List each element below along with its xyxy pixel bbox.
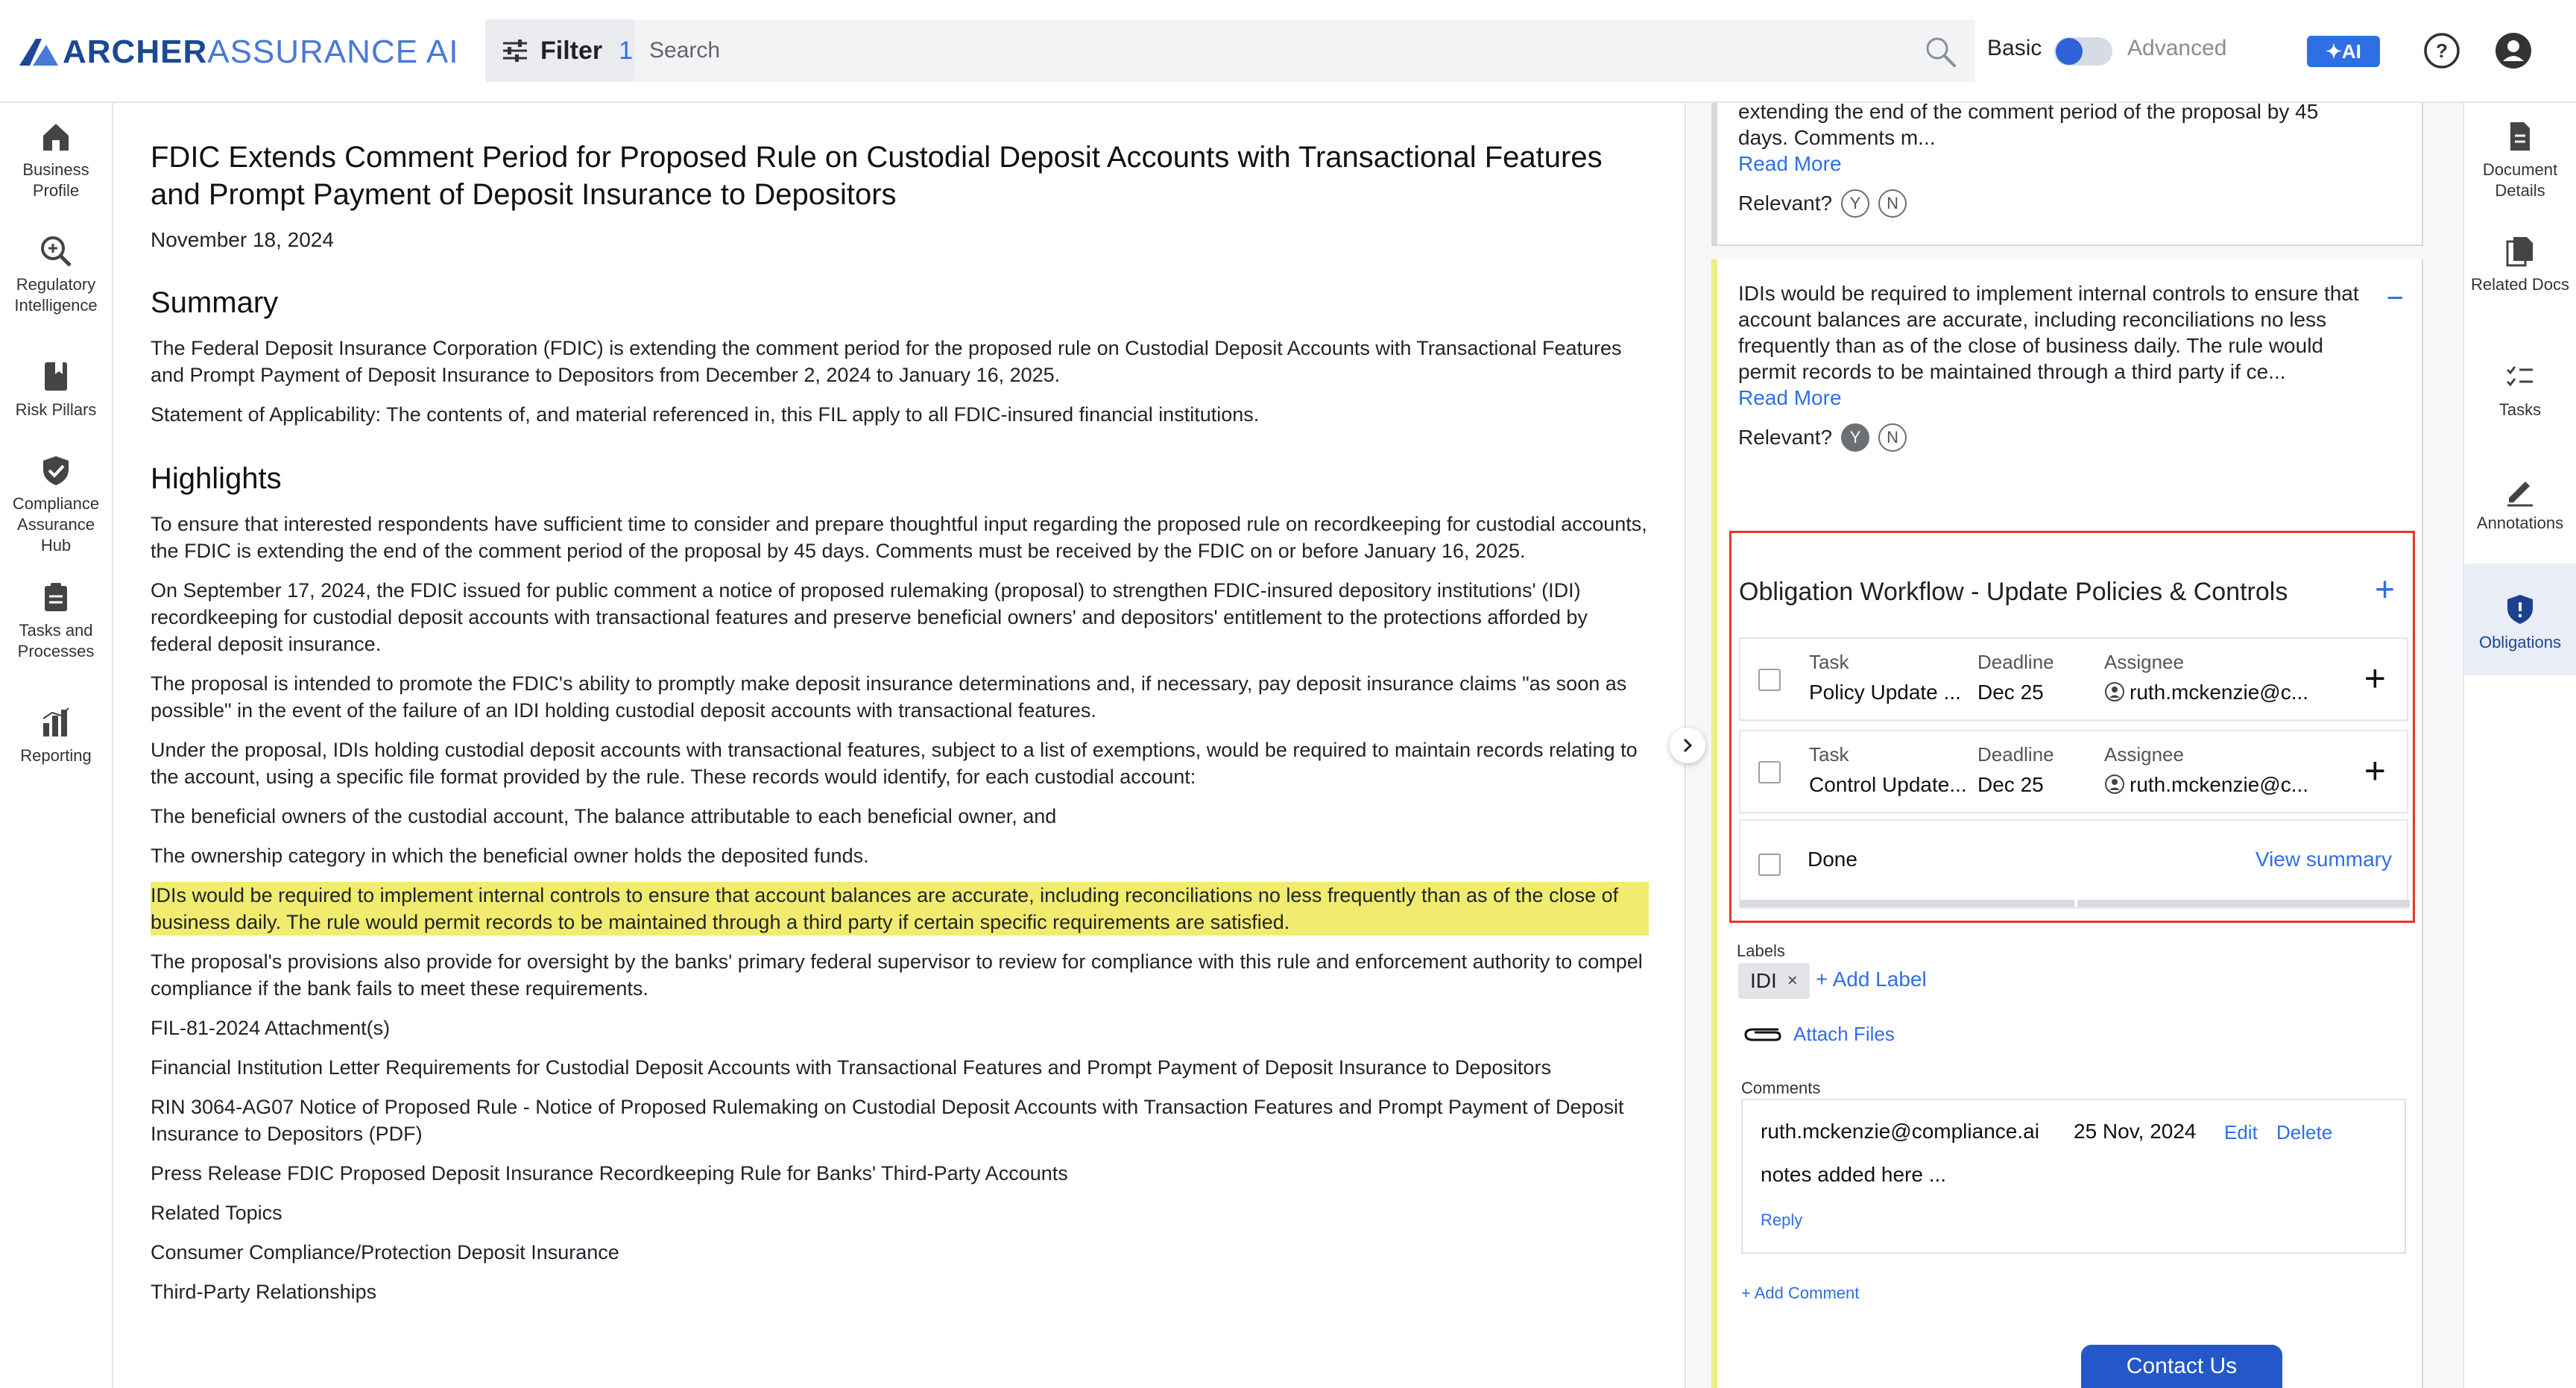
attachment-link[interactable]: RIN 3064-AG07 Notice of Proposed Rule - Notice of Proposed Rulemaking on Custodial Deposit Accounts with Transaction Features and Prompt Payment of Deposit Insurance to Depositors (PDF): [151, 1096, 1624, 1145]
obligation-text-line: days. Comments m...: [1738, 126, 1936, 149]
nav-item-compliance-assurance-hub[interactable]: [0, 453, 112, 556]
filter-label: Filter: [540, 36, 603, 65]
nav-label: Obligations: [2478, 633, 2562, 652]
sliders-icon: [500, 36, 530, 66]
relevant-yes-button[interactable]: Y: [1841, 189, 1869, 218]
collapse-panel-button[interactable]: [1670, 728, 1705, 763]
nav-item-related-docs[interactable]: [2464, 234, 2576, 295]
ai-button-label: AI: [2341, 40, 2361, 63]
chevron-right-icon: [1679, 737, 1696, 754]
nav-item-tasks[interactable]: [2464, 359, 2576, 420]
progress-segment: [2077, 900, 2410, 907]
assignee-email: ruth.mckenzie@c...: [2130, 773, 2309, 796]
pencil-icon: [2503, 473, 2537, 507]
assignee-column-header: Assignee: [2104, 743, 2184, 766]
highlight-paragraph: On September 17, 2024, the FDIC issued for public comment a notice of proposed rulemaking (proposal) to strengthen FDIC-insured depository institutions' (IDI) recordkeeping for custodial deposit accounts with transactional features and preserve beneficial owners' and depositors' entitlement to the protections afforded by federal deposit insurance.: [151, 579, 1588, 655]
documents-icon: [2503, 234, 2537, 268]
filter-button[interactable]: [485, 19, 634, 82]
search-input[interactable]: [649, 38, 1842, 63]
attach-files-label: Attach Files: [1793, 1023, 1895, 1045]
nav-label: Related Docs: [2470, 275, 2570, 294]
task-add-button[interactable]: +: [2364, 657, 2386, 699]
highlight-paragraph: The beneficial owners of the custodial account, The balance attributable to each beneficial owner, and: [151, 805, 1057, 827]
workflow-task-row[interactable]: [1739, 730, 2408, 813]
related-topic[interactable]: Third-Party Relationships: [151, 1281, 377, 1303]
user-avatar-icon[interactable]: [2494, 31, 2533, 70]
logo-text-light: ASSURANCE AI: [207, 34, 459, 70]
nav-label: Regulatory Intelligence: [14, 275, 98, 315]
labels-heading: Labels: [1737, 941, 1785, 960]
attachment-link[interactable]: Financial Institution Letter Requirements for Custodial Deposit Accounts with Transactional Features and Prompt Payment of Deposit Insurance to Depositors: [151, 1056, 1551, 1079]
reply-link[interactable]: Reply: [1761, 1211, 1803, 1229]
workflow-task-row[interactable]: [1739, 637, 2408, 721]
done-checkbox[interactable]: [1758, 854, 1781, 876]
edit-comment-link[interactable]: Edit: [2224, 1121, 2258, 1143]
home-icon: [39, 119, 73, 154]
highlight-paragraph: The ownership category in which the beneficial owner holds the deposited funds.: [151, 845, 869, 867]
left-sidebar: [0, 103, 113, 1388]
relevant-label: Relevant?: [1738, 426, 1833, 449]
summary-heading: Summary: [151, 286, 279, 319]
nav-label: Tasks: [2498, 400, 2542, 419]
nav-label: Annotations: [2476, 514, 2564, 532]
nav-item-obligations[interactable]: [2464, 564, 2576, 675]
highlight-paragraph: To ensure that interested respondents have sufficient time to consider and prepare thoughtful input regarding the proposed rule on recordkeeping for custodial accounts, the FDIC is extending the end of the comment period of the proposal by 45 days. Comments must be received by the FDIC on or before January 16, 2025.: [151, 513, 1647, 562]
read-more-link[interactable]: Read More: [1738, 386, 1842, 409]
nav-label: Business Profile: [22, 160, 89, 200]
assignee-column-header: Assignee: [2104, 651, 2184, 673]
summary-paragraph: Statement of Applicability: The contents of, and material referenced in, this FIL apply to all FDIC-insured financial institutions.: [151, 403, 1260, 426]
remove-label-icon[interactable]: ×: [1787, 971, 1798, 991]
right-sidebar: [2463, 103, 2576, 1388]
checklist-icon: [2503, 359, 2537, 394]
logo-text-bold: ARCHER: [63, 34, 208, 70]
app-logo[interactable]: [19, 33, 458, 72]
svg-text:?: ?: [2436, 40, 2448, 62]
highlight-paragraph: The proposal is intended to promote the FDIC's ability to promptly make deposit insurance determinations and, if necessary, pay deposit insurance claims "as soon as possible" in the event of the failure of an IDI holding custodial deposit accounts with transactional features.: [151, 672, 1627, 722]
search-bar[interactable]: [634, 19, 1975, 82]
top-bar: [0, 0, 2576, 103]
nav-item-annotations[interactable]: [2464, 473, 2576, 534]
person-icon: [2104, 681, 2125, 702]
obligation-card: [1711, 103, 2423, 246]
attach-files-button[interactable]: [1743, 1023, 1895, 1046]
add-task-button[interactable]: +: [2375, 570, 2395, 608]
sparkle-icon: ✦: [2326, 40, 2342, 63]
document-body: [113, 103, 1686, 1388]
comment-card: [1741, 1099, 2406, 1254]
relevant-row: [1738, 189, 2401, 218]
label-chip[interactable]: [1738, 963, 1810, 999]
progress-segment: [1740, 900, 2074, 907]
task-deadline: Dec 25: [1977, 773, 2044, 796]
toggle-knob: [2056, 38, 2083, 65]
mode-advanced-label[interactable]: Advanced: [2127, 36, 2227, 60]
person-icon: [2104, 774, 2125, 795]
view-summary-link[interactable]: View summary: [2255, 848, 2392, 871]
attachment-heading: FIL-81-2024 Attachment(s): [151, 1017, 391, 1039]
document-date: November 18, 2024: [151, 228, 334, 251]
comments-heading: Comments: [1741, 1079, 1821, 1097]
filter-count-badge: 1: [619, 36, 634, 65]
obligation-workflow: [1729, 531, 2415, 923]
done-label: Done: [1808, 848, 1857, 871]
task-name: Control Update...: [1809, 773, 1967, 796]
contact-us-button[interactable]: Contact Us: [2081, 1345, 2282, 1388]
nav-item-business-profile[interactable]: [0, 119, 112, 201]
task-deadline: Dec 25: [1977, 681, 2044, 704]
attachment-link[interactable]: Press Release FDIC Proposed Deposit Insurance Recordkeeping Rule for Banks' Third-Party Accounts: [151, 1162, 1068, 1184]
nav-label: Document Details: [2482, 160, 2558, 200]
task-checkbox[interactable]: [1758, 669, 1781, 691]
shield-check-icon: [39, 453, 73, 488]
delete-comment-link[interactable]: Delete: [2276, 1121, 2333, 1143]
help-icon[interactable]: [2422, 31, 2461, 70]
nav-item-tasks-and-processes[interactable]: [0, 580, 112, 662]
comment-text: notes added here ...: [1761, 1163, 1947, 1186]
comment-author: ruth.mckenzie@compliance.ai: [1761, 1120, 2039, 1143]
shield-icon: [2503, 592, 2537, 626]
bar-chart-icon: [39, 705, 73, 739]
task-assignee: [2104, 681, 2308, 704]
obligation-text: [1738, 103, 2401, 151]
relevant-label: Relevant?: [1738, 192, 1833, 215]
nav-label: Reporting: [20, 746, 92, 765]
relevant-no-button[interactable]: N: [1878, 189, 1907, 218]
nav-label: Risk Pillars: [15, 400, 97, 419]
paperclip-icon: [1743, 1023, 1783, 1046]
nav-item-reporting[interactable]: [0, 705, 112, 766]
relevant-row: [1738, 423, 2401, 452]
read-more-link[interactable]: Read More: [1738, 152, 1842, 175]
workflow-done-row: [1739, 819, 2408, 909]
archer-logo-icon: [19, 36, 58, 69]
ai-button[interactable]: [2307, 36, 2380, 67]
related-topics-heading: Related Topics: [151, 1202, 282, 1224]
nav-item-document-details[interactable]: [2464, 119, 2576, 201]
document-title: FDIC Extends Comment Period for Proposed Rule on Custodial Deposit Accounts with Transactional Features and Prompt Payment of Deposit Insurance to Depositors: [151, 141, 1603, 211]
workflow-title: Obligation Workflow - Update Policies & Controls: [1739, 578, 2288, 606]
deadline-column-header: Deadline: [1977, 651, 2054, 673]
nav-label: Tasks and Processes: [17, 621, 95, 660]
relevant-yes-button[interactable]: Y: [1841, 423, 1869, 452]
nav-item-risk-pillars[interactable]: [0, 359, 112, 420]
mode-basic-label[interactable]: Basic: [1987, 36, 2042, 60]
bookmark-icon: [39, 359, 73, 394]
task-checkbox[interactable]: [1758, 761, 1781, 783]
nav-item-regulatory-intelligence[interactable]: [0, 234, 112, 316]
highlight-paragraph: Under the proposal, IDIs holding custodial deposit accounts with transactional features, subject to a list of exemptions, would be required to maintain records relating to the account, using a specific file format provided by the rule. These records would identify, for each custodial account:: [151, 739, 1638, 788]
task-name: Policy Update ...: [1809, 681, 1961, 704]
summary-paragraph: The Federal Deposit Insurance Corporation (FDIC) is extending the comment period for the proposed rule on Custodial Deposit Accounts with Transactional Features and Prompt Payment of Deposit Insurance to Depositors from December 2, 2024 to January 16, 2025.: [151, 337, 1622, 386]
highlighted-obligation-text[interactable]: IDIs would be required to implement internal controls to ensure that account balances are accurate, including reconciliations no less frequently than as of the close of business daily. The rule would permit records to be maintained through a third party if certain specific requirements are satisfied.: [151, 882, 1649, 936]
deadline-column-header: Deadline: [1977, 743, 2054, 766]
obligation-text: IDIs would be required to implement internal controls to ensure that account balances are accurate, including reconciliations no less frequently than as of the close of business daily. The rule would permit records to be maintained through a third party if ce...: [1738, 282, 2359, 383]
document-icon: [2503, 119, 2537, 154]
task-column-header: Task: [1809, 651, 1849, 673]
label-chip-text: IDI: [1750, 969, 1777, 992]
nav-label: Compliance Assurance Hub: [12, 494, 100, 555]
task-assignee: [2104, 773, 2308, 797]
task-column-header: Task: [1809, 743, 1849, 766]
search-icon[interactable]: [1923, 34, 1957, 69]
basic-advanced-toggle[interactable]: [2054, 37, 2112, 66]
collapse-card-button[interactable]: −: [2386, 282, 2404, 315]
assignee-email: ruth.mckenzie@c...: [2130, 681, 2309, 704]
highlights-heading: Highlights: [151, 462, 282, 495]
add-label-link[interactable]: + Add Label: [1816, 968, 1927, 991]
add-comment-link[interactable]: + Add Comment: [1741, 1284, 1860, 1302]
highlight-paragraph: The proposal's provisions also provide for oversight by the banks' primary federal supervisor to review for compliance with this rule and enforcement authority to compel compliance if the bank fails to meet these requirements.: [151, 950, 1643, 1000]
related-topic[interactable]: Consumer Compliance/Protection Deposit Insurance: [151, 1241, 619, 1264]
clipboard-icon: [39, 580, 73, 614]
comment-date: 25 Nov, 2024: [2074, 1120, 2197, 1143]
magnify-icon: [39, 234, 73, 268]
obligation-text-line: extending the end of the comment period of the proposal by 45: [1738, 103, 2319, 123]
relevant-no-button[interactable]: N: [1878, 423, 1907, 452]
task-add-button[interactable]: +: [2364, 750, 2386, 792]
